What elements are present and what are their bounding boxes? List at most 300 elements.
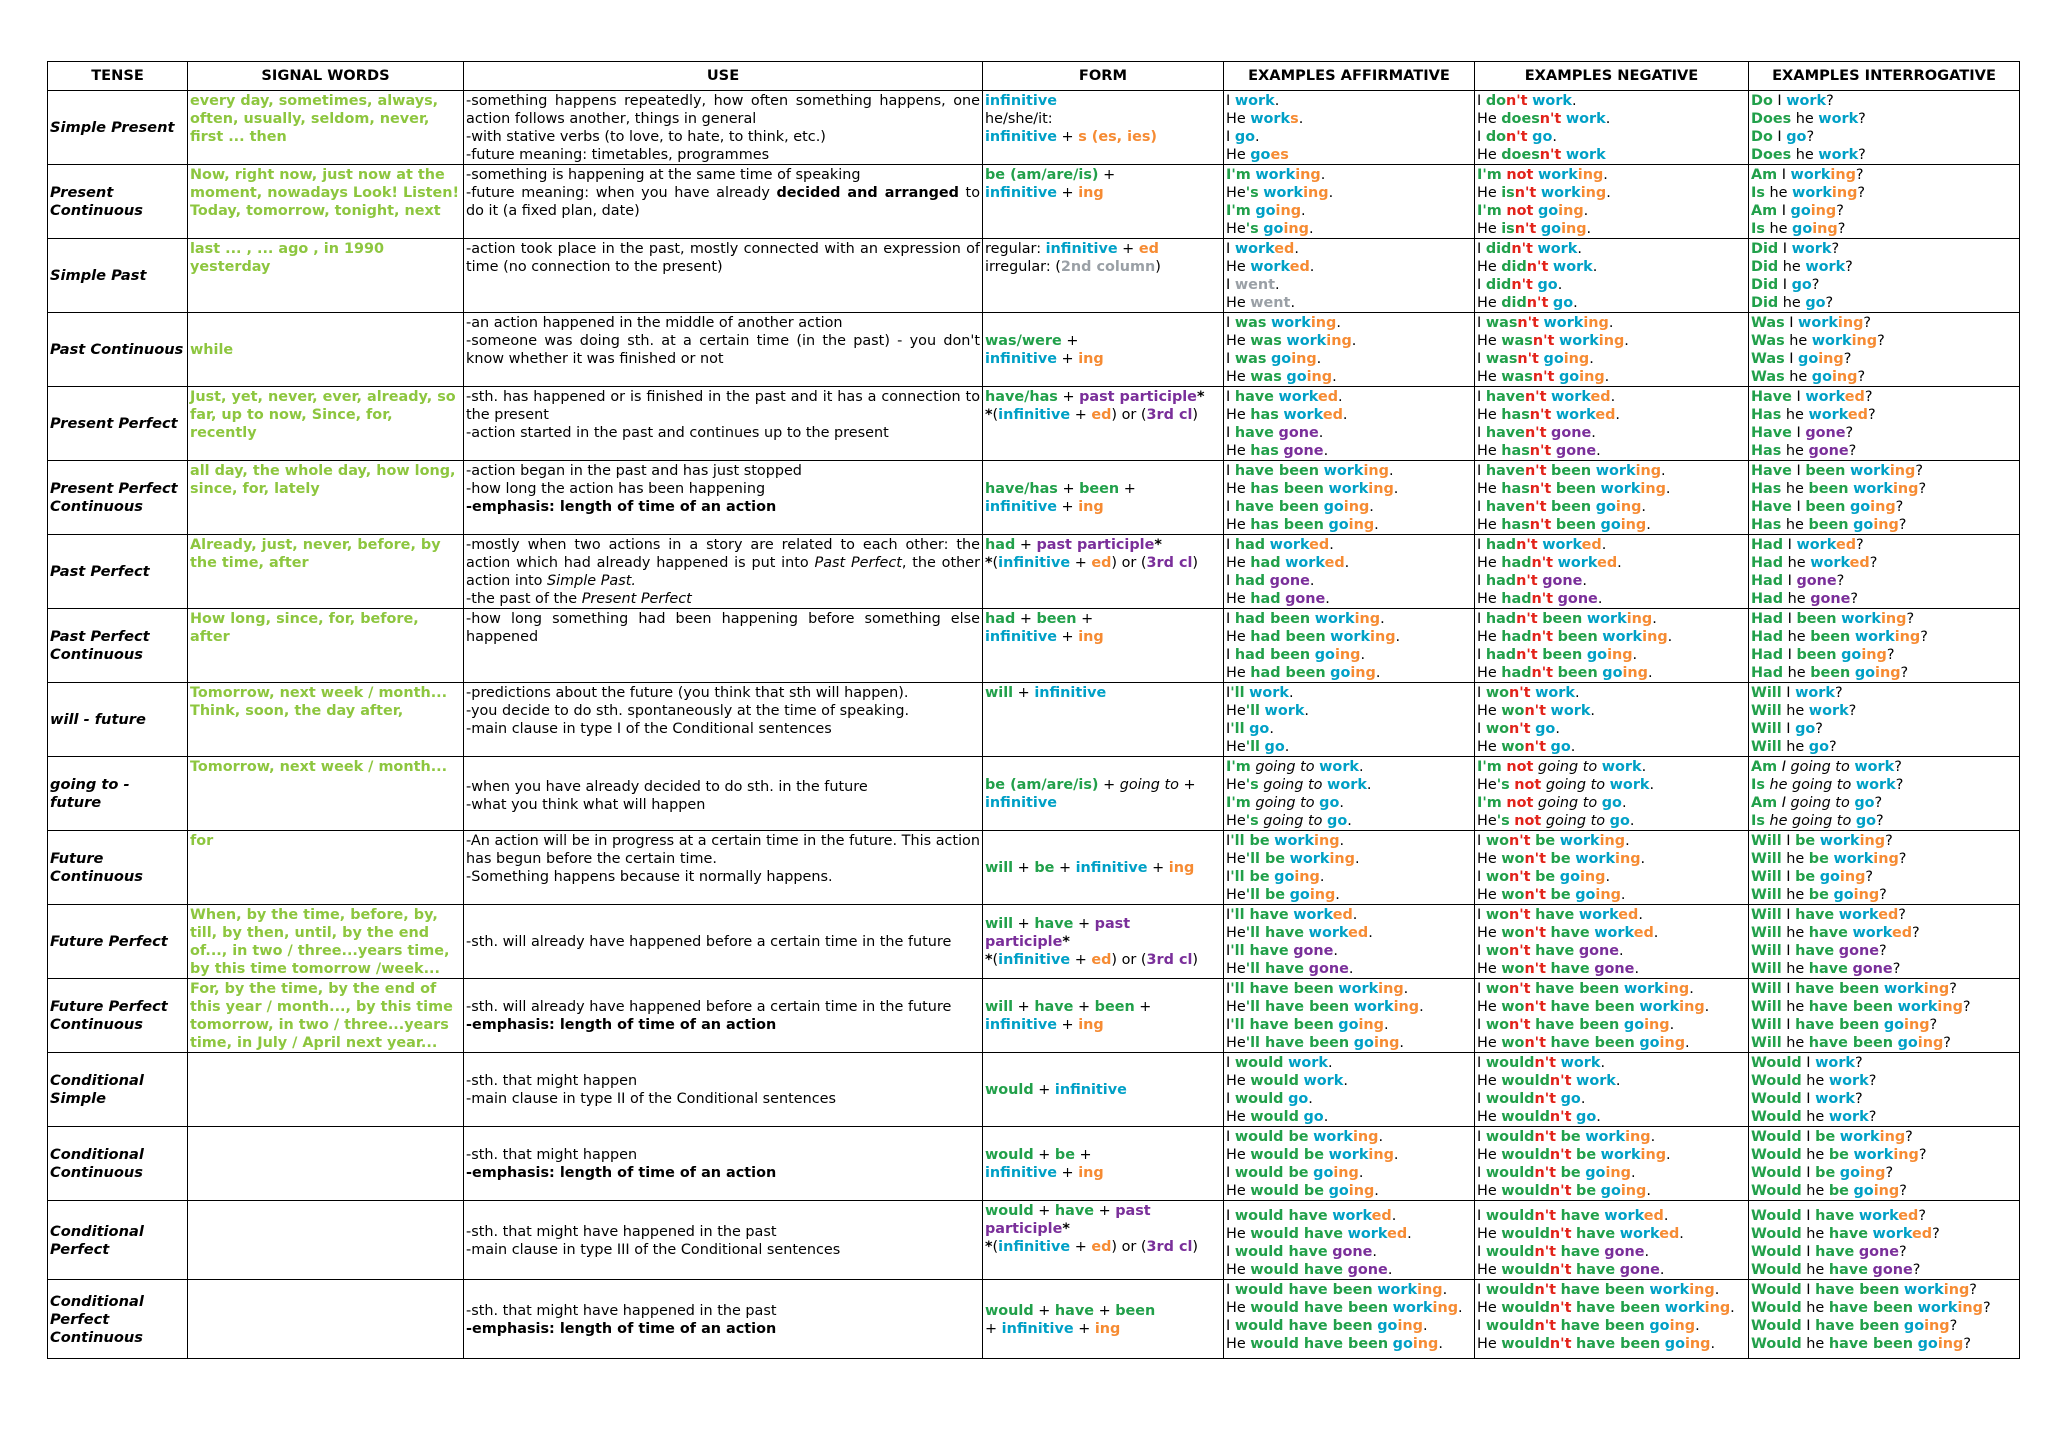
text-segment: go xyxy=(1289,887,1310,903)
text-segment: . xyxy=(1583,203,1589,219)
text-segment: I xyxy=(1226,425,1235,441)
example-negative-cell xyxy=(1475,535,1749,609)
text-segment: ? xyxy=(1899,1244,1907,1260)
example-affirmative xyxy=(1226,294,1472,312)
table-row xyxy=(48,313,2020,387)
text-segment: work xyxy=(1609,777,1650,793)
text-segment: go xyxy=(1798,351,1819,367)
example-affirmative xyxy=(1226,886,1472,904)
example-affirmative xyxy=(1226,702,1472,720)
example-interrogative xyxy=(1751,886,2017,904)
text-segment: work xyxy=(1319,759,1359,775)
table-row xyxy=(48,683,2020,757)
text-segment: he xyxy=(1781,739,1809,755)
text-segment: n't xyxy=(1539,147,1562,163)
example-interrogative xyxy=(1751,1108,2017,1126)
text-segment: I xyxy=(1477,1165,1486,1181)
text-segment: 'll be xyxy=(1245,887,1286,903)
text-segment: I xyxy=(1226,1129,1235,1145)
text-segment: work xyxy=(1791,241,1832,257)
text-segment: I xyxy=(1777,203,1791,219)
text-segment: He xyxy=(1226,259,1251,275)
text-segment: . xyxy=(1695,1318,1700,1334)
form-line xyxy=(985,998,1221,1016)
text-segment: work xyxy=(1308,925,1349,941)
example-interrogative-cell xyxy=(1749,757,2020,831)
text-segment: work xyxy=(1288,1055,1328,1071)
use-description xyxy=(464,313,983,387)
text-segment: have been xyxy=(1576,1336,1661,1352)
example-interrogative xyxy=(1751,720,2017,738)
text-segment: infinitive xyxy=(985,93,1057,109)
example-affirmative xyxy=(1226,350,1472,368)
text-segment: I xyxy=(1477,93,1486,109)
text-segment: Will xyxy=(1751,907,1782,923)
use-description xyxy=(464,165,983,239)
example-negative xyxy=(1477,590,1746,608)
tense-name: Simple Past xyxy=(48,239,188,313)
example-interrogative xyxy=(1751,1281,2017,1299)
text-segment: had xyxy=(1501,665,1532,681)
text-segment: work xyxy=(1576,1073,1616,1089)
example-affirmative xyxy=(1226,92,1472,110)
text-segment: ? xyxy=(1850,591,1859,607)
text-segment: ? xyxy=(1895,499,1904,515)
text-segment: . xyxy=(1652,611,1657,627)
text-segment: Would xyxy=(1751,1165,1802,1181)
text-segment: + xyxy=(1013,999,1035,1015)
text-segment: gone xyxy=(1557,591,1598,607)
text-segment: would xyxy=(1234,1091,1284,1107)
text-segment: infinitive xyxy=(998,407,1071,423)
form-line xyxy=(985,776,1221,794)
text-segment: he xyxy=(1783,629,1811,645)
text-segment: work xyxy=(1552,259,1593,275)
text-segment: would be xyxy=(1234,1129,1309,1145)
signal-words: last ... , ... ago , in 1990 yesterday xyxy=(188,239,464,313)
text-segment: Will xyxy=(1751,887,1782,903)
example-interrogative xyxy=(1751,1225,2017,1243)
text-segment: he xyxy=(1801,1183,1829,1199)
text-segment: have been xyxy=(1808,999,1893,1015)
text-segment: Does xyxy=(1751,147,1792,163)
form-line xyxy=(985,1238,1221,1256)
text-segment: ing xyxy=(1354,611,1381,627)
text-segment: work xyxy=(1815,1091,1855,1107)
text-segment: I xyxy=(1477,1017,1486,1033)
text-segment: past xyxy=(1115,1203,1151,1219)
example-negative xyxy=(1477,240,1746,258)
text-segment: . xyxy=(1570,739,1576,755)
text-segment: . xyxy=(1629,813,1635,829)
text-segment: Did xyxy=(1751,241,1779,257)
text-segment: work xyxy=(1602,629,1643,645)
text-segment: 'll have been xyxy=(1230,1017,1334,1033)
text-segment: n't xyxy=(1524,961,1546,977)
text-segment: Would xyxy=(1751,1183,1802,1199)
text-segment: Is xyxy=(1751,221,1765,237)
text-segment: go xyxy=(1649,1318,1670,1334)
text-segment: been xyxy=(1810,629,1851,645)
text-segment: Would xyxy=(1751,1073,1802,1089)
text-segment: ing xyxy=(1659,1035,1685,1051)
example-interrogative xyxy=(1751,1072,2017,1090)
text-segment: Will xyxy=(1751,721,1782,737)
text-segment: I xyxy=(1778,277,1792,293)
text-segment: was xyxy=(1501,369,1533,385)
use-description xyxy=(464,905,983,979)
text-segment: would xyxy=(1501,1226,1550,1242)
text-segment: I xyxy=(1783,537,1797,553)
text-segment: . xyxy=(1590,703,1595,719)
text-segment: would have xyxy=(1250,1226,1344,1242)
text-segment: ? xyxy=(1857,185,1866,201)
text-segment: work xyxy=(1897,999,1938,1015)
text-segment: . xyxy=(1393,1147,1399,1163)
text-segment: ing xyxy=(1558,203,1584,219)
text-segment: Has xyxy=(1751,517,1782,533)
text-segment: Would xyxy=(1751,1282,1802,1298)
example-interrogative xyxy=(1751,1034,2017,1052)
example-negative-cell xyxy=(1475,1127,1749,1201)
example-interrogative-cell xyxy=(1749,1280,2020,1359)
example-negative xyxy=(1477,128,1746,146)
text-segment: ? xyxy=(1878,943,1887,959)
text-segment: have xyxy=(1054,1203,1094,1219)
text-segment: ? xyxy=(1858,147,1866,163)
example-interrogative xyxy=(1751,424,2017,442)
form-line xyxy=(985,406,1221,424)
text-segment: gone xyxy=(1796,573,1837,589)
example-affirmative xyxy=(1226,146,1472,164)
text-segment: he xyxy=(1784,333,1812,349)
text-segment: n't xyxy=(1534,1055,1557,1071)
text-segment: work xyxy=(1543,315,1584,331)
text-segment: I xyxy=(1477,499,1486,515)
text-segment: I xyxy=(1791,425,1806,441)
example-negative xyxy=(1477,960,1746,978)
tense-name: going to - future xyxy=(48,757,188,831)
example-affirmative-cell xyxy=(1224,1201,1475,1280)
form-formula xyxy=(983,831,1224,905)
text-segment: ? xyxy=(1868,1109,1877,1125)
example-affirmative xyxy=(1226,610,1472,628)
text-segment: he xyxy=(1801,1147,1829,1163)
example-affirmative xyxy=(1226,758,1472,776)
text-segment: ing xyxy=(1599,833,1626,849)
form-line xyxy=(985,933,1221,951)
example-affirmative-cell xyxy=(1224,165,1475,239)
example-negative xyxy=(1477,424,1746,442)
text-segment: . xyxy=(1358,1165,1364,1181)
text-segment: . xyxy=(1374,1183,1379,1199)
text-segment: 'll be xyxy=(1230,833,1270,849)
text-segment: go xyxy=(1897,1035,1918,1051)
text-segment: work xyxy=(1585,1129,1626,1145)
example-interrogative xyxy=(1751,462,2017,480)
text-segment: go xyxy=(1264,739,1285,755)
form-line xyxy=(985,1220,1221,1238)
text-segment: I xyxy=(1791,499,1806,515)
text-segment: + xyxy=(1056,1165,1079,1181)
text-segment: He xyxy=(1477,407,1502,423)
text-segment: he xyxy=(1781,887,1809,903)
text-segment: + xyxy=(1098,777,1120,793)
text-segment: work xyxy=(1649,1282,1690,1298)
text-segment: go xyxy=(1602,665,1623,681)
text-segment: he xyxy=(1781,925,1809,941)
text-segment: go xyxy=(1313,1165,1334,1181)
text-segment: He xyxy=(1477,999,1502,1015)
text-segment: wo xyxy=(1485,907,1510,923)
text-segment: been xyxy=(1542,647,1583,663)
text-segment: ing xyxy=(1873,851,1899,867)
text-segment: ing xyxy=(1812,221,1838,237)
text-segment: infinitive xyxy=(985,185,1057,201)
text-segment: would be xyxy=(1250,1147,1324,1163)
text-segment: ed xyxy=(1371,1208,1392,1224)
text-segment: go xyxy=(1323,499,1344,515)
text-segment: . xyxy=(1586,221,1592,237)
text-segment: work xyxy=(1786,93,1827,109)
example-negative-cell xyxy=(1475,1201,1749,1280)
form-line xyxy=(985,628,1221,646)
text-segment: be xyxy=(1815,1129,1836,1145)
text-segment: He xyxy=(1477,739,1502,755)
text-segment: will xyxy=(985,860,1014,876)
text-segment: go xyxy=(1558,369,1580,385)
form-line xyxy=(985,332,1221,350)
text-segment: I xyxy=(1477,611,1486,627)
text-segment: have xyxy=(1560,1208,1600,1224)
example-negative xyxy=(1477,702,1746,720)
form-line xyxy=(985,1016,1221,1034)
text-segment: wo xyxy=(1501,1035,1525,1051)
text-segment: ed xyxy=(1898,1208,1919,1224)
use-line xyxy=(466,184,980,220)
text-segment: . xyxy=(1641,759,1647,775)
text-segment: has xyxy=(1250,407,1279,423)
text-segment: I going to xyxy=(1777,759,1855,775)
text-segment: ing xyxy=(1078,351,1104,367)
text-segment: Will xyxy=(1751,925,1782,941)
text-segment: Am xyxy=(1751,203,1778,219)
use-line: -you decide to do sth. spontaneously at the time of speaking. xyxy=(466,703,910,719)
text-segment: work xyxy=(1854,629,1895,645)
signal-words xyxy=(188,1201,464,1280)
signal-words: How long, since, for, before, after xyxy=(188,609,464,683)
example-affirmative xyxy=(1226,314,1472,332)
text-segment: would xyxy=(1234,1055,1284,1071)
use-text: -future meaning: when you have already xyxy=(466,185,777,201)
text-segment: work xyxy=(1600,1147,1641,1163)
text-segment: ing xyxy=(1879,1129,1906,1145)
text-segment: ed xyxy=(1659,1226,1680,1242)
text-segment: ? xyxy=(1877,333,1885,349)
text-segment: Will xyxy=(1751,703,1782,719)
text-segment: I xyxy=(1783,647,1797,663)
text-segment: ing xyxy=(1853,887,1880,903)
text-segment: ed xyxy=(1289,259,1310,275)
text-segment: Would xyxy=(1751,1091,1802,1107)
example-affirmative-cell xyxy=(1224,757,1475,831)
example-interrogative-cell xyxy=(1749,683,2020,757)
use-line: -something happens repeatedly, how often something happens, one action follows another, things in general xyxy=(466,93,980,127)
text-segment: . xyxy=(1608,315,1614,331)
tense-name: Conditional Perfect xyxy=(48,1201,188,1280)
text-segment: work xyxy=(1664,1300,1705,1316)
example-affirmative xyxy=(1226,240,1472,258)
text-segment: have xyxy=(1034,916,1074,932)
text-segment: had xyxy=(1485,537,1517,553)
example-negative xyxy=(1477,184,1746,202)
text-segment: ing xyxy=(1873,1183,1900,1199)
text-segment: I xyxy=(1477,833,1486,849)
text-segment: I xyxy=(1784,351,1799,367)
text-segment: ing xyxy=(1642,629,1668,645)
text-segment: . xyxy=(1685,1035,1690,1051)
text-segment: Was xyxy=(1751,315,1785,331)
text-segment: n't xyxy=(1531,555,1554,571)
text-segment: he xyxy=(1801,1300,1829,1316)
text-segment: have been xyxy=(1808,1035,1893,1051)
text-segment: Will xyxy=(1751,833,1782,849)
tense-name: Conditional Perfect Continuous xyxy=(48,1280,188,1359)
text-segment: . xyxy=(1419,999,1424,1015)
text-segment: have xyxy=(1808,925,1848,941)
text-segment: has xyxy=(1250,443,1279,459)
text-segment: work xyxy=(1586,611,1627,627)
text-segment: would have xyxy=(1250,1262,1344,1278)
example-affirmative xyxy=(1226,498,1472,516)
text-segment: . xyxy=(1646,1183,1651,1199)
text-segment: work xyxy=(1575,851,1616,867)
text-segment: work xyxy=(1392,1300,1433,1316)
text-segment: + xyxy=(1094,1203,1116,1219)
header-tense: TENSE xyxy=(48,62,188,91)
text-segment: infinitive xyxy=(985,129,1057,145)
text-segment: ing xyxy=(1640,481,1666,497)
text-segment: + xyxy=(985,1320,1002,1337)
text-segment: ed xyxy=(1274,241,1295,257)
text-segment: he xyxy=(1783,591,1811,607)
table-row xyxy=(48,1280,2020,1359)
text-segment: he xyxy=(1783,665,1811,681)
signal-words xyxy=(188,1280,464,1359)
text-segment: ? xyxy=(1826,93,1834,109)
text-segment: I xyxy=(1477,241,1486,257)
text-segment: I xyxy=(1226,315,1235,331)
example-interrogative xyxy=(1751,184,2017,202)
text-segment: . xyxy=(1615,407,1620,423)
text-segment: was xyxy=(1250,369,1282,385)
text-segment: . xyxy=(1659,1262,1665,1278)
text-segment: Do xyxy=(1751,129,1773,145)
use-line: -sth. has happened or is finished in the past and it has a connection to the present xyxy=(466,389,980,423)
text-segment: ? xyxy=(1898,517,1907,533)
text-segment: He xyxy=(1477,111,1502,127)
text-segment: ing xyxy=(1917,1035,1944,1051)
text-segment: Was xyxy=(1751,351,1785,367)
text-segment: ing xyxy=(1943,1282,1970,1298)
text-segment: ? xyxy=(1900,665,1909,681)
text-segment: go xyxy=(1792,221,1813,237)
text-segment: ? xyxy=(1836,573,1845,589)
text-segment: infinitive xyxy=(985,499,1057,515)
text-segment: I xyxy=(1226,463,1235,479)
text-segment: be xyxy=(1550,887,1571,903)
example-interrogative xyxy=(1751,776,2017,794)
text-segment: n't xyxy=(1549,1109,1572,1125)
text-segment: ed xyxy=(1348,925,1369,941)
text-segment: 's xyxy=(1245,185,1259,201)
text-segment: . xyxy=(1269,721,1274,737)
text-segment: Have xyxy=(1751,499,1792,515)
text-segment: + xyxy=(1013,860,1035,876)
example-interrogative xyxy=(1751,146,2017,164)
text-segment: He xyxy=(1477,259,1502,275)
text-segment: ing xyxy=(1350,665,1376,681)
text-segment: be xyxy=(1576,1183,1597,1199)
text-segment: He xyxy=(1477,517,1502,533)
example-negative-cell xyxy=(1475,979,1749,1053)
example-interrogative xyxy=(1751,702,2017,720)
example-affirmative xyxy=(1226,850,1472,868)
text-segment: not xyxy=(1506,795,1534,811)
example-interrogative-cell xyxy=(1749,387,2020,461)
text-segment: I xyxy=(1226,1017,1231,1033)
text-segment: 'll have xyxy=(1245,961,1305,977)
example-affirmative xyxy=(1226,832,1472,850)
text-segment: go xyxy=(1790,203,1811,219)
text-segment: work xyxy=(1353,999,1394,1015)
text-segment: go xyxy=(1543,351,1564,367)
text-segment: . xyxy=(1438,1336,1443,1352)
text-segment: . xyxy=(1730,1300,1735,1316)
text-segment: I xyxy=(1226,129,1235,145)
example-negative xyxy=(1477,406,1746,424)
form-formula xyxy=(983,979,1224,1053)
text-segment: . xyxy=(1352,907,1358,923)
text-segment: . xyxy=(1338,389,1343,405)
text-segment: He xyxy=(1477,147,1502,163)
text-segment: . xyxy=(1354,851,1360,867)
text-segment: n't xyxy=(1517,351,1539,367)
text-segment: . xyxy=(1679,1226,1684,1242)
text-segment: . xyxy=(1391,1208,1397,1224)
text-segment: es xyxy=(1270,147,1289,163)
text-segment: work xyxy=(1818,147,1859,163)
text-segment: ing xyxy=(1397,1318,1423,1334)
text-segment: I xyxy=(1226,981,1231,997)
example-negative xyxy=(1477,1317,1746,1335)
signal-words xyxy=(188,1127,464,1201)
text-segment: work xyxy=(1540,185,1581,201)
text-segment: work xyxy=(1234,93,1275,109)
text-segment: . xyxy=(1388,463,1394,479)
use-description xyxy=(464,979,983,1053)
text-segment: been xyxy=(1810,665,1851,681)
text-segment: 'll xyxy=(1230,721,1245,737)
text-segment: I'm xyxy=(1226,795,1251,811)
text-segment: had xyxy=(1501,555,1532,571)
text-segment: I xyxy=(1781,833,1796,849)
text-segment: n't xyxy=(1524,851,1546,867)
text-segment: work xyxy=(1338,981,1379,997)
text-segment: have xyxy=(1485,463,1525,479)
text-segment: would xyxy=(1485,1129,1535,1145)
text-segment: I xyxy=(1477,907,1486,923)
